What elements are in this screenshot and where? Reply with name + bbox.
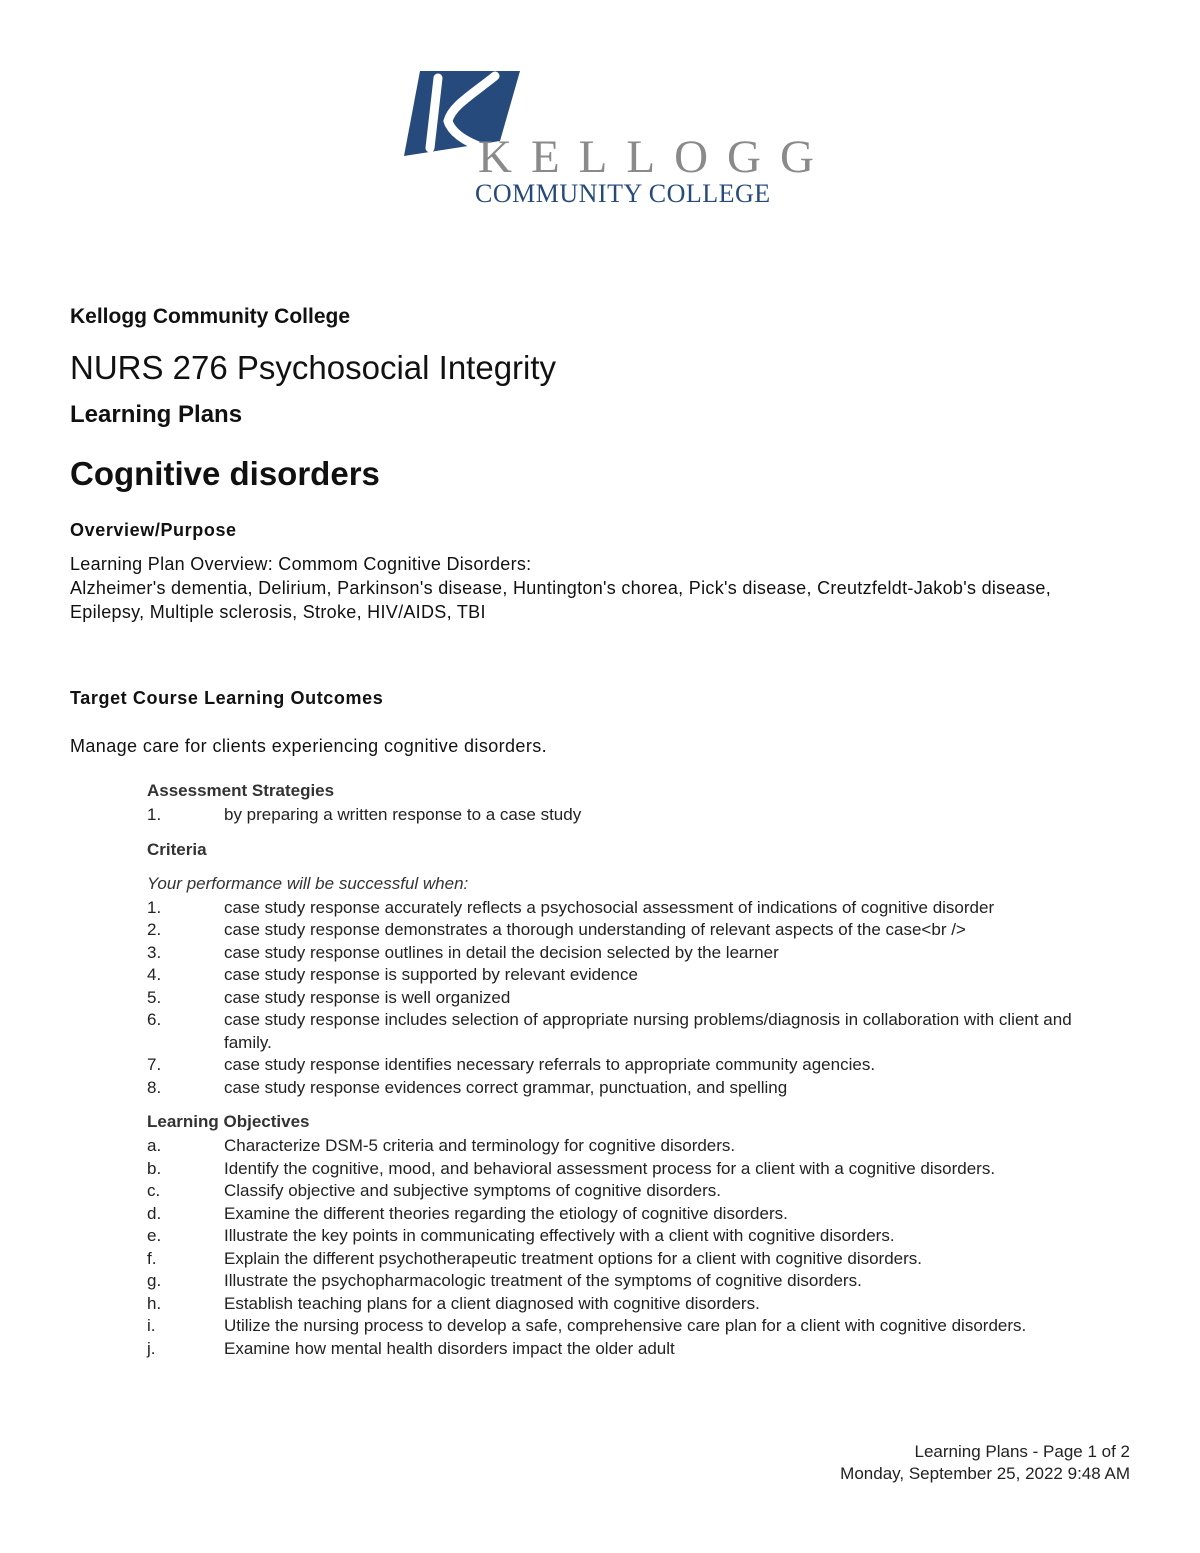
item-number: 5.: [147, 987, 162, 1007]
item-text: Classify objective and subjective symptoms of cognitive disorders.: [224, 1181, 721, 1200]
item-number: 1.: [147, 805, 162, 824]
course-title: NURS 276 Psychosocial Integrity: [70, 349, 557, 386]
item-text: case study response accurately reflects a psychosocial assessment of indications of cognitive disorder: [224, 897, 995, 917]
criteria-list: [147, 897, 1077, 1100]
objectives-list: [147, 1135, 1077, 1360]
list-item: [147, 942, 1077, 965]
list-item: [147, 1077, 1077, 1100]
overview-line-1: Learning Plan Overview: Commom Cognitive Disorders:: [70, 554, 532, 574]
item-number: 8.: [147, 1077, 162, 1097]
list-item: [147, 1135, 1077, 1158]
list-item: [147, 1203, 1077, 1226]
list-item: [147, 1054, 1077, 1077]
list-item: [147, 964, 1077, 987]
item-text: Examine how mental health disorders impact the older adult: [224, 1338, 675, 1358]
item-text: case study response includes selection of appropriate nursing problems/diagnosis in collaboration with client and family.: [224, 1010, 1072, 1052]
logo-subtitle: COMMUNITY COLLEGE: [475, 179, 771, 208]
logo-wordmark: KELLOGG: [478, 131, 833, 183]
item-letter: j.: [147, 1338, 156, 1358]
item-letter: c.: [147, 1181, 161, 1200]
list-item: [147, 1158, 1077, 1181]
list-item: [147, 804, 1077, 827]
page-number: Learning Plans - Page 1 of 2: [914, 1442, 1130, 1461]
objectives-heading: Learning Objectives: [147, 1112, 310, 1131]
list-item: [147, 1270, 1077, 1293]
overview-line-2: Alzheimer's dementia, Delirium, Parkinson's disease, Huntington's chorea, Pick's disease, Creutzfeldt-Jakob's disease, Epilepsy, Multiple sclerosis, Stroke, HIV/AIDS, TBI: [70, 578, 1052, 622]
section-title: Learning Plans: [70, 401, 243, 428]
item-text: case study response evidences correct grammar, punctuation, and spelling: [224, 1077, 788, 1097]
item-letter: b.: [147, 1158, 162, 1178]
outcome-details: [147, 780, 1077, 1360]
college-logo: [400, 66, 833, 216]
item-text: Utilize the nursing process to develop a safe, comprehensive care plan for a client with cognitive disorders.: [224, 1316, 1027, 1335]
list-item: [147, 897, 1077, 920]
list-item: [147, 987, 1077, 1010]
item-text: case study response is supported by relevant evidence: [224, 965, 638, 984]
item-number: 7.: [147, 1055, 162, 1074]
item-text: Illustrate the psychopharmacologic treatment of the symptoms of cognitive disorders.: [224, 1271, 862, 1290]
page-footer: [840, 1441, 1130, 1485]
assessment-heading: Assessment Strategies: [147, 781, 335, 800]
item-number: 6.: [147, 1010, 162, 1029]
overview-heading: Overview/Purpose: [70, 520, 237, 540]
item-text: Characterize DSM-5 criteria and terminology for cognitive disorders.: [224, 1136, 736, 1155]
list-item: [147, 1009, 1077, 1054]
outcomes-heading: Target Course Learning Outcomes: [70, 688, 384, 708]
topic-title: Cognitive disorders: [70, 455, 380, 492]
item-text: Examine the different theories regarding the etiology of cognitive disorders.: [224, 1203, 788, 1223]
list-item: [147, 1225, 1077, 1248]
item-text: case study response is well organized: [224, 987, 511, 1007]
item-text: case study response identifies necessary referrals to appropriate community agencies.: [224, 1055, 876, 1074]
list-item: [147, 1338, 1077, 1361]
item-number: 1.: [147, 897, 162, 917]
criteria-intro: Your performance will be successful when:: [147, 873, 469, 893]
list-item: [147, 1293, 1077, 1316]
item-text: Establish teaching plans for a client diagnosed with cognitive disorders.: [224, 1293, 760, 1313]
item-letter: i.: [147, 1316, 156, 1335]
item-letter: d.: [147, 1203, 162, 1223]
college-name: Kellogg Community College: [70, 305, 351, 328]
list-item: [147, 1180, 1077, 1203]
item-letter: e.: [147, 1226, 162, 1245]
item-letter: f.: [147, 1248, 157, 1268]
item-letter: h.: [147, 1293, 162, 1313]
list-item: [147, 1315, 1077, 1338]
item-number: 4.: [147, 965, 162, 984]
overview-text: [70, 552, 1130, 624]
item-text: case study response outlines in detail the decision selected by the learner: [224, 942, 779, 962]
list-item: [147, 919, 1077, 942]
item-number: 2.: [147, 920, 162, 939]
item-text: Illustrate the key points in communicating effectively with a client with cognitive disorders.: [224, 1226, 895, 1245]
item-letter: g.: [147, 1271, 162, 1290]
list-item: [147, 1248, 1077, 1271]
item-text: by preparing a written response to a case study: [224, 805, 582, 824]
item-text: Identify the cognitive, mood, and behavioral assessment process for a client with a cognitive disorders.: [224, 1158, 996, 1178]
item-letter: a.: [147, 1136, 162, 1155]
item-number: 3.: [147, 942, 162, 962]
criteria-heading: Criteria: [147, 839, 207, 859]
item-text: case study response demonstrates a thorough understanding of relevant aspects of the case<br />: [224, 920, 966, 939]
print-timestamp: Monday, September 25, 2022 9:48 AM: [840, 1464, 1130, 1483]
document-body: [70, 302, 1130, 1360]
item-text: Explain the different psychotherapeutic treatment options for a client with cognitive disorders.: [224, 1248, 923, 1268]
assessment-list: [147, 804, 1077, 827]
outcome-text: Manage care for clients experiencing cognitive disorders.: [70, 736, 548, 756]
